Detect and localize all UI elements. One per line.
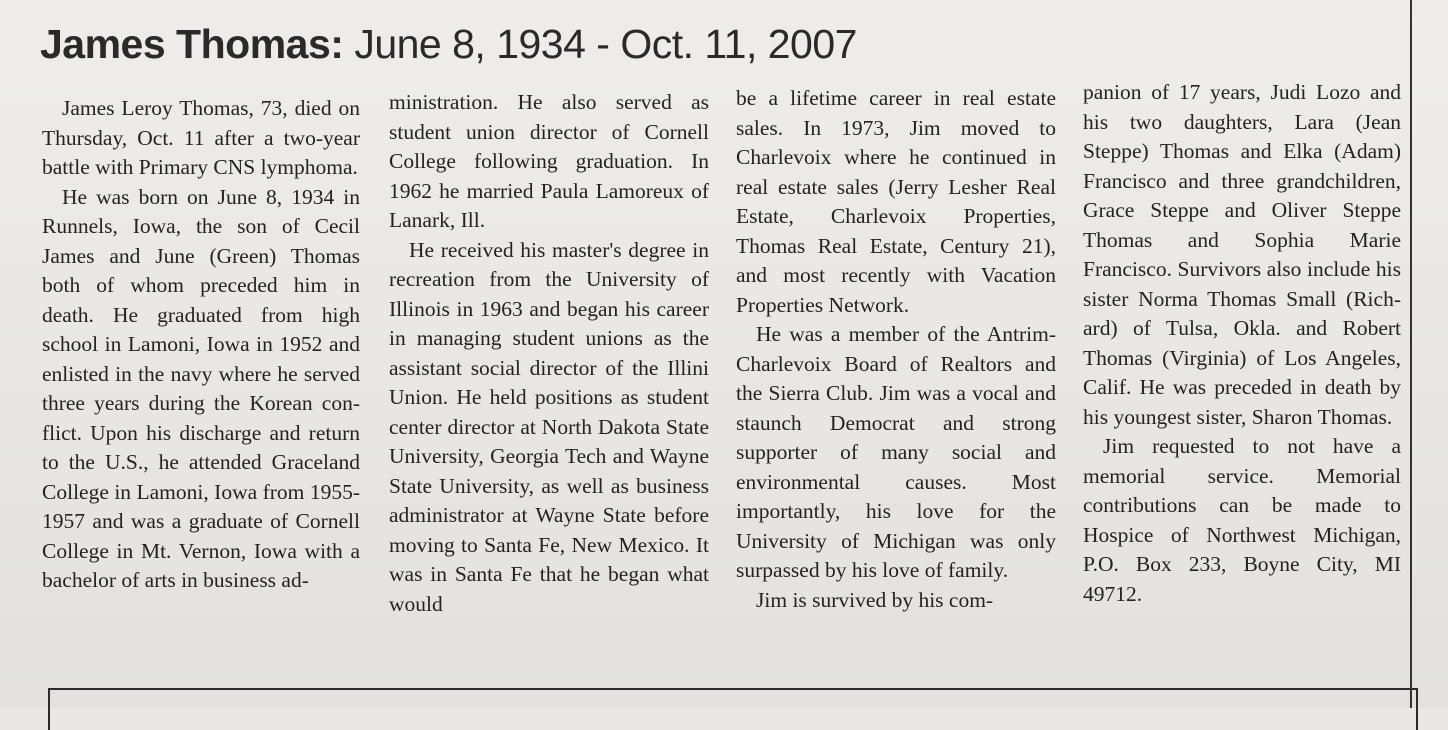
headline-name: James Thomas: — [40, 21, 344, 67]
paragraph-memorial: Jim requested to not have a memorial service. Memorial contributions can be made to Hospice of Northwest Michigan, P.O. Box 233, Boyne City, MI 49712. — [1083, 434, 1401, 606]
article-column-3 — [736, 84, 1056, 674]
paragraph-early-life-continued: ministration. He also served as student union director of Cornell College following graduation. In 1962 he married Paula Lamoreux of Lanark, Ill. — [389, 90, 709, 232]
paragraph-survivors: Jim is survived by his com- — [756, 587, 994, 612]
paragraph-death-notice: James Leroy Thomas, 73, died on Thursday, Oct. 11 after a two-year battle with Primary CNS lymphoma. — [42, 96, 360, 179]
paragraph-career: He received his master's degree in recreation from the University of Illinois in 1963 and began his career in managing student unions as the assistant social director of the Illini Union. He held positions as student center director at North Dakota State University, Georgia Tech and Wayne State University, as well as business administrator at Wayne State before moving to Santa Fe, New Mexico. It was in Santa Fe that he began what would — [389, 237, 709, 616]
column-divider-rule — [1410, 0, 1412, 708]
article-column-1 — [42, 94, 360, 684]
obituary-headline — [40, 14, 1040, 74]
article-column-2 — [389, 88, 709, 678]
paragraph-early-life: He was born on June 8, 1934 in Runnels, Iowa, the son of Cecil James and June (Green) Thomas both of whom preceded him in death. He graduated from high school in Lamoni, Iowa in 1952 and enlisted in the navy where he served three years during the Korean conflict. Upon his discharge and return to the U.S., he attended Graceland College in Lamoni, Iowa from 1955-1957 and was a graduate of Cornell College in Mt. Vernon, Iowa with a bachelor of arts in business ad- — [42, 184, 360, 592]
paragraph-memberships: He was a member of the Antrim-Charlevoix Board of Realtors and the Sierra Club. Jim was a vocal and staunch Democrat and strong supporter of many social and environmental causes. Most importantly, his love for the University of Michigan was only surpassed by his love of family. — [736, 322, 1056, 582]
paragraph-survivors-continued: panion of 17 years, Judi Lozo and his two daughters, Lara (Jean Steppe) Thomas and Elka (Adam) Francisco and three grandchildren, Grace Steppe and Oliver Steppe Thomas and Sophia Marie Francisco. Survivors also include his sister Norma Thomas Small (Richard) of Tulsa, Okla. and Robert Thomas (Virginia) of Los Angeles, Calif. He was preceded in death by his youngest sister, Sharon Thomas. — [1083, 80, 1401, 429]
headline-dates: June 8, 1934 - Oct. 11, 2007 — [354, 21, 857, 67]
next-article-border — [48, 688, 1418, 730]
article-column-4 — [1083, 78, 1401, 668]
paragraph-career-continued: be a lifetime career in real estate sales. In 1973, Jim moved to Charlevoix where he continued in real estate sales (Jerry Lesher Real Estate, Charlevoix Properties, Thomas Real Estate, Century 21), and most recently with Vacation Properties Network. — [736, 86, 1056, 317]
